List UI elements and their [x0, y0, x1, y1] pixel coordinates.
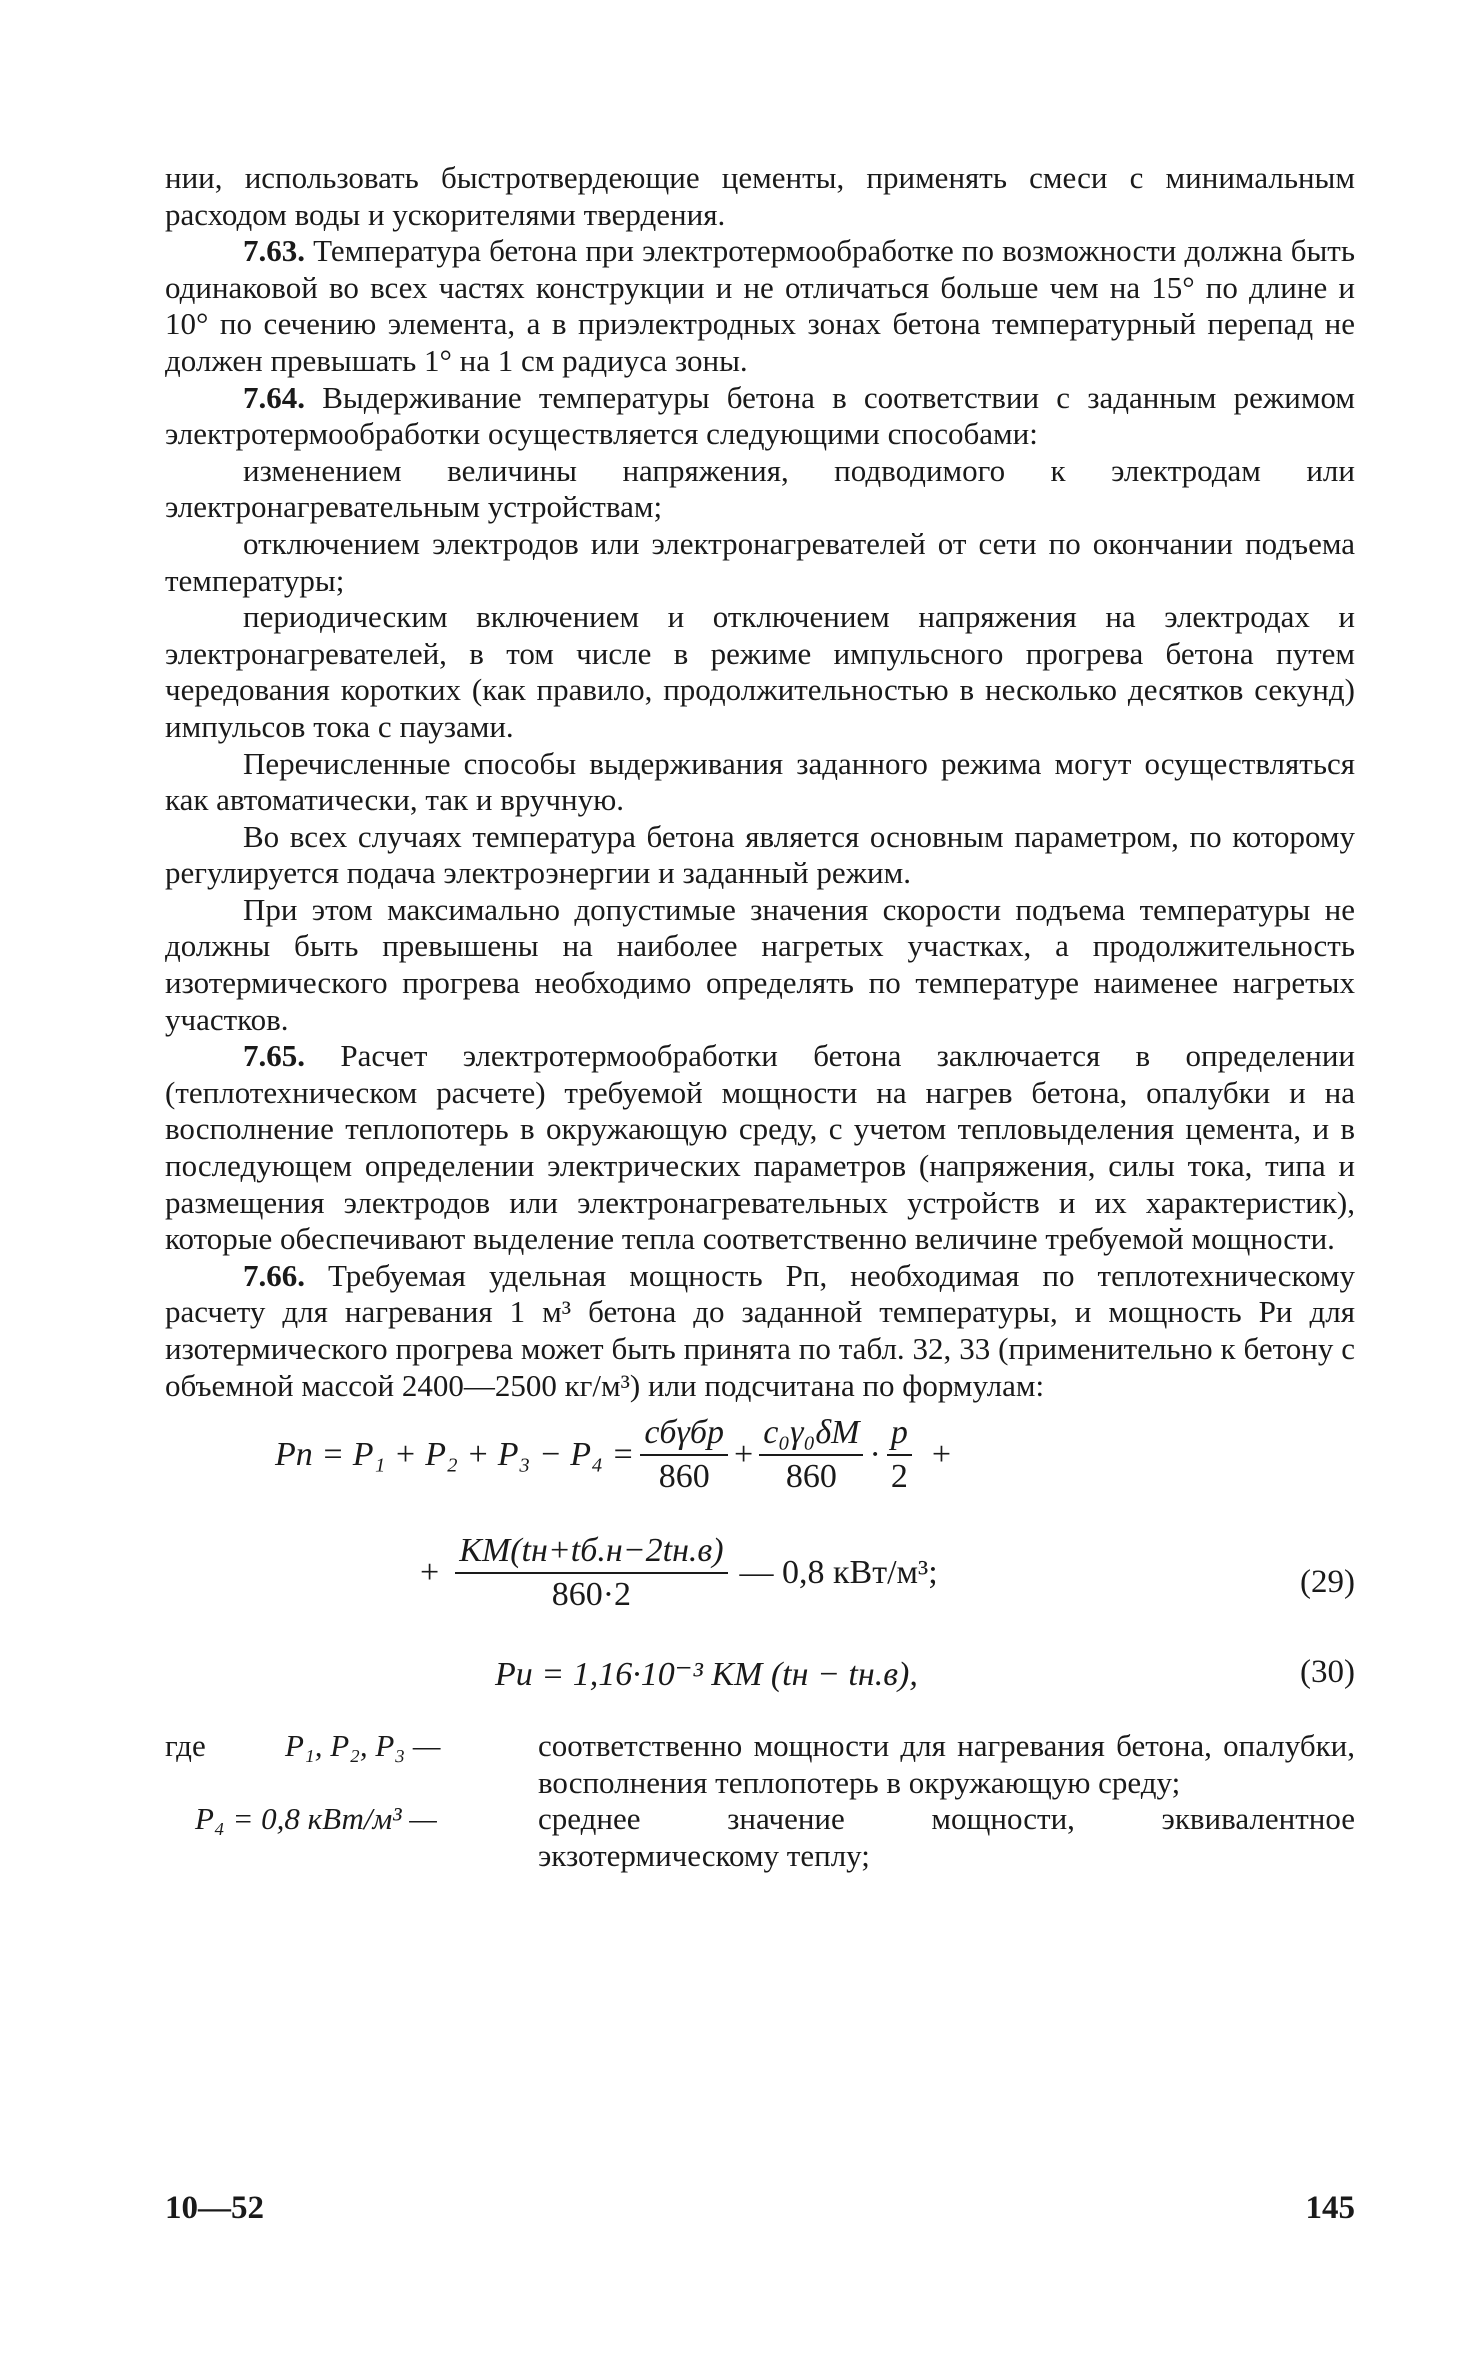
formula-lhs: Pп = P₁ + P₂ + P₃ − P₄ =: [275, 1436, 635, 1474]
definition-symbol: P₄ = 0,8 кВт/м³ —: [195, 1801, 437, 1837]
paragraph-temperature: Во всех случаях температура бетона является основным параметром, по которому регулируется подача электроэнергии и заданный режим.: [165, 818, 1355, 891]
definition-text: среднее значение мощности, эквивалентное экзотермическому теплу;: [538, 1801, 1355, 1873]
paragraph-continuation: нии, использовать быстротвердеющие цементы, применять смеси с минимальным расходом воды и ускорителями твердения.: [165, 160, 1355, 232]
formula-30: [165, 1646, 1355, 1708]
equation-number-29: (29): [1300, 1564, 1355, 1601]
paragraph-7-65: 7.65. Расчет электротермообработки бетона заключается в определении (теплотехническом расчете) требуемой мощности на нагрев бетона, опалубки и на восполнение теплопотерь в окружающую среду, с учетом тепловыделения цемента, и в последующем определении электрических параметров (напряжения, силы тока, типа и размещения электродов или электронагревательных устройств и их характеристик), которые обеспечивают выделение тепла соответственно величине требуемой мощности.: [165, 1038, 1355, 1257]
fraction-half: $\frac{p}{2}$: [887, 1414, 912, 1496]
formula-30-body: Pи = 1,16·10⁻³ KM (tн − tн.в),: [495, 1656, 918, 1694]
paragraph-7-66: 7.66. Требуемая удельная мощность Pп, необходимая по теплотехническому расчету для нагревания 1 м³ бетона до заданной температуры, и мощность Pи для изотермического прогрева может быть принята по табл. 32, 33 (применительно к бетону с объемной массой 2400—2500 кг/м³) или подсчитана по формулам:: [165, 1257, 1355, 1403]
where-label: где: [165, 1728, 206, 1764]
paragraph-7-63: 7.63. Температура бетона при электротермообработке по возможности должна быть одинаковой во всех частях конструкции и не отличаться больше чем на 15° по длине и 10° по сечению элемента, а в приэлектродных зонах бетона температурный перепад не должен превышать 1° на 1 см радиуса зоны.: [165, 233, 1355, 378]
signature-mark: 10—52: [165, 2190, 264, 2226]
definition-p1-p3: [165, 1728, 1355, 1801]
list-item-periodic: периодическим включением и отключением напряжения на электродах и электронагревателей, в том числе в режиме импульсного прогрева бетона путем чередования коротких (как правило, продолжительностью в несколько десятков секунд) импульсов тока с паузами.: [165, 599, 1355, 744]
fraction-formwork: $\frac{\text{c₀γ₀δM}}{860}$: [759, 1414, 863, 1496]
equation-number-30: (30): [1300, 1654, 1355, 1691]
page-body: [165, 160, 1355, 1875]
formula-29: [165, 1414, 1355, 1646]
paragraph-methods: Перечисленные способы выдерживания заданного режима могут осуществляться как автоматически, так и вручную.: [165, 745, 1355, 818]
list-item-voltage: изменением величины напряжения, подводимого к электродам или электронагревательным устройствам;: [165, 452, 1355, 525]
definition-symbol: P₁, P₂, P₃ —: [285, 1728, 441, 1764]
definition-p4: [165, 1801, 1355, 1874]
fraction-losses: $\frac{KM(tн+tб.н-2tн.в)}{860\cdot 2}$: [455, 1532, 727, 1614]
paragraph-7-64: 7.64. Выдерживание температуры бетона в соответствии с заданным режимом электротермообработки осуществляется следующими способами:: [165, 379, 1355, 452]
definitions: [165, 1728, 1355, 1874]
section-number: 7.64.: [243, 379, 305, 415]
section-number: 7.63.: [243, 233, 305, 269]
section-number: 7.65.: [243, 1038, 305, 1074]
paragraph-limits: При этом максимально допустимые значения скорости подъема температуры не должны быть превышены на наиболее нагретых участках, а продолжительность изотермического прогрева необходимо определять по температуре наименее нагретых участков.: [165, 891, 1355, 1037]
definition-text: соответственно мощности для нагревания бетона, опалубки, восполнения теплопотерь в окружающую среду;: [538, 1728, 1355, 1800]
formula-29-line-2: + $\frac{KM(tн+tб.н-2tн.в)}{860\cdot 2}$ — 0,8 кВт/м³;: [420, 1532, 938, 1614]
list-item-disconnect: отключением электродов или электронагревателей от сети по окончании подъема температуры;: [165, 525, 1355, 598]
fraction-concrete: $\frac{\text{cбγбp}}{860}$: [640, 1414, 728, 1496]
page-number: 145: [1305, 2190, 1355, 2226]
formula-29-line-1: Pп = P₁ + P₂ + P₃ − P₄ = $\frac{\text{cбγбp}}{860}$ + $\frac{\text{c₀γ₀δM}}{860}$ · $\frac{p}{2}$ +: [275, 1414, 951, 1496]
section-number: 7.66.: [243, 1257, 305, 1293]
